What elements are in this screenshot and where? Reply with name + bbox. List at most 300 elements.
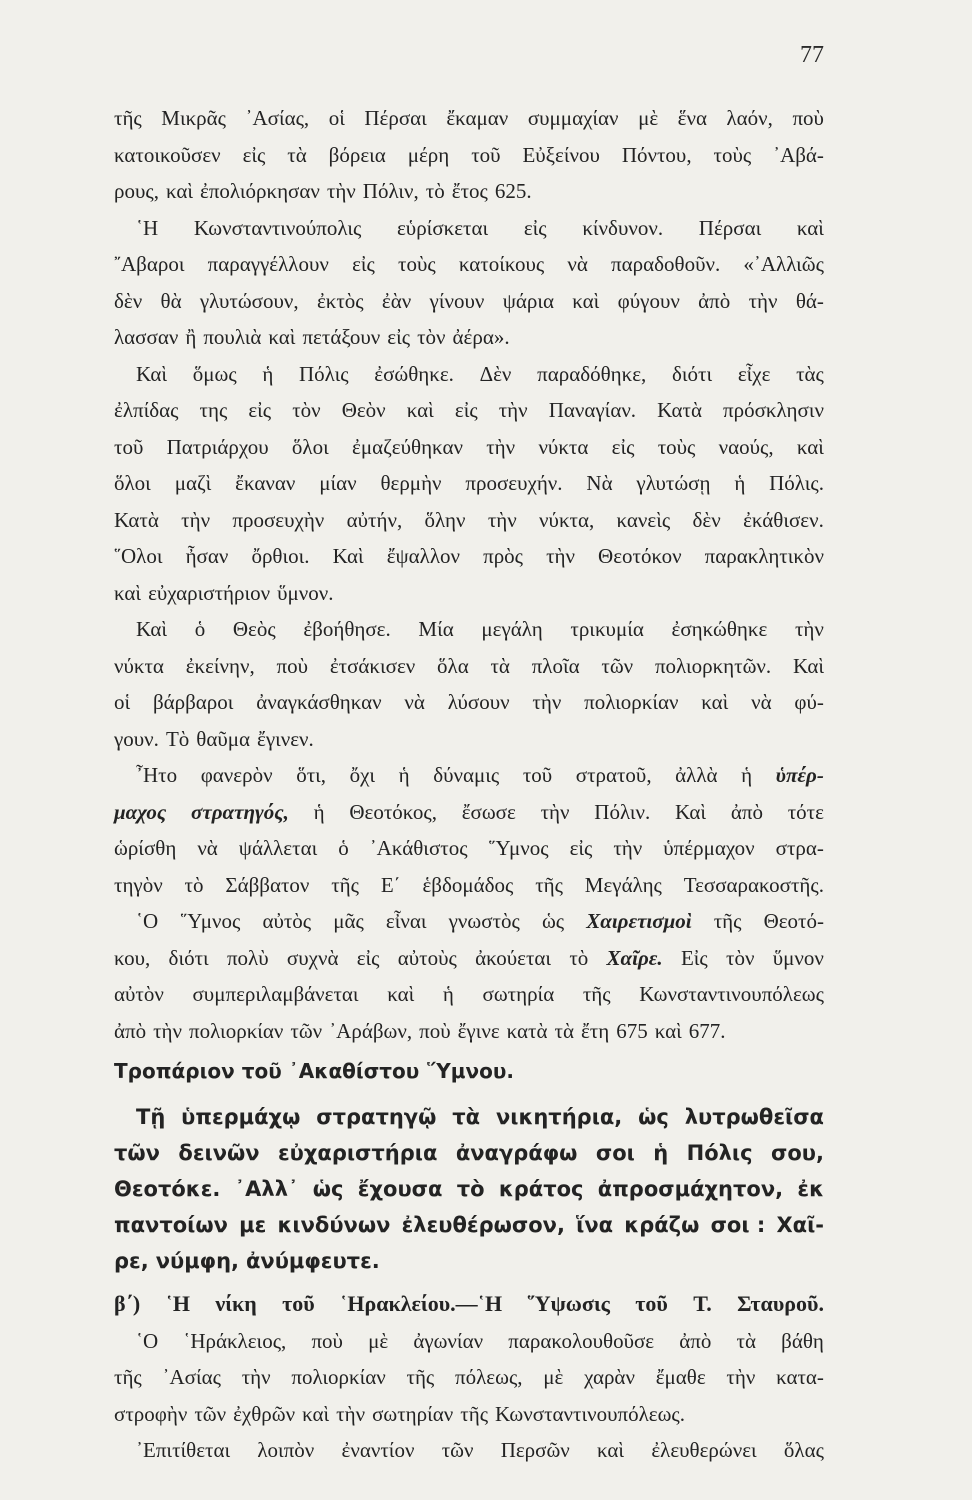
word: ψάλλεται (238, 836, 318, 860)
word: Κωνσταντινουπόλεως. (495, 1401, 685, 1426)
word: τῶν (601, 653, 634, 678)
word: οἱ (114, 690, 131, 714)
word: δεινῶν (178, 1141, 260, 1165)
word: στρατοῦ, (575, 763, 652, 787)
word: ᾿Αλλ᾿ (234, 1177, 299, 1201)
word: τῆς (713, 909, 742, 933)
word: ῾Ηράκλειος, (183, 1328, 287, 1353)
word: ὑπέρ- (775, 763, 824, 787)
word: ποὺ (276, 653, 309, 678)
word: καὶ (701, 690, 729, 714)
word: Θεοτόκον (598, 544, 682, 568)
text-line (114, 173, 824, 210)
word: στρατηγός, (191, 799, 289, 824)
word: Σταυροῦ. (737, 1291, 824, 1316)
word: τὸ (425, 179, 445, 203)
word: εἰς (248, 398, 272, 422)
word: τὸν (292, 398, 321, 422)
word: φύ- (794, 690, 824, 714)
word: τὰς (796, 361, 824, 386)
word: καὶ (302, 1401, 330, 1426)
word: χαρὰν (584, 1365, 635, 1389)
word: Καὶ (332, 544, 364, 568)
word: ἡ (653, 1141, 669, 1165)
word: τὴν (181, 507, 211, 532)
word: τὴν (153, 1018, 183, 1043)
word: ῾Ο (136, 1328, 159, 1353)
word: πολὺ (226, 945, 269, 970)
word: τοῦ (241, 1059, 282, 1083)
word: βάθη (781, 1328, 824, 1353)
word: αὐτοὺς (397, 945, 457, 970)
hymn-line (114, 1099, 824, 1135)
word: ἐχθρῶν (233, 1401, 296, 1426)
word: τῆς (582, 982, 611, 1006)
word: φύγουν (617, 288, 680, 313)
word: ὄχι (349, 763, 376, 787)
word: τῆς (460, 1401, 489, 1426)
word: κατὰ (506, 1018, 548, 1043)
word: μὲ (368, 1328, 389, 1353)
word: Καὶ (136, 617, 168, 641)
word: εἰς (454, 398, 478, 422)
word: ῞Ολοι (114, 544, 163, 568)
word: τὴν (487, 507, 517, 532)
word: Παναγίαν. (548, 398, 637, 422)
text-line (114, 246, 824, 283)
word: τοὺς (713, 142, 752, 167)
word: ἀγωνίαν (413, 1328, 484, 1353)
word: μὲ (638, 106, 659, 130)
word: ἢ (185, 325, 197, 349)
word: Χαῖ- (776, 1213, 824, 1237)
word: κινδύνων (277, 1213, 391, 1237)
word: νικητήρια, (495, 1105, 623, 1129)
word: ἐὰν (381, 288, 412, 313)
word: ἔχουσα (357, 1177, 443, 1201)
word: ρε, (114, 1249, 149, 1273)
word: μὲ (543, 1365, 564, 1389)
word: ἐναντίον (341, 1438, 415, 1462)
word: στροφὴν (114, 1401, 188, 1426)
word: Νὰ (586, 471, 613, 495)
word: νύκτα (114, 653, 164, 678)
word: τότε (787, 799, 824, 824)
word: προσευχὴν (232, 507, 325, 532)
word: Σάββατον (225, 872, 310, 897)
word: παρακλητικὸν (704, 544, 824, 568)
word: οἱ (328, 106, 345, 130)
word: Θεὸς (232, 617, 276, 641)
word: ῾Η (165, 1291, 191, 1316)
word: τοῦ (522, 763, 553, 787)
text-line (114, 940, 824, 977)
word: πουλιὰ (203, 325, 262, 349)
word: νύκτα (538, 434, 589, 459)
word: κράτος (498, 1177, 584, 1201)
word: ᾿Αβά- (773, 142, 824, 167)
word: ἔσωσε (461, 799, 516, 824)
word: λυτρωθεῖσα (684, 1105, 824, 1129)
word: τὰ (554, 1018, 574, 1043)
word: καὶ (387, 982, 415, 1006)
word: πολιορκίαν (291, 1365, 386, 1389)
word: ἐλευθερώνει (651, 1438, 757, 1462)
word: τοῦ (282, 1291, 315, 1316)
section-subheading (114, 1286, 824, 1323)
word: ἐσηκώθηκε (671, 617, 768, 641)
text-line (114, 1432, 824, 1469)
word: παραγγέλλουν (207, 252, 329, 276)
word: νὰ (404, 690, 425, 714)
word: Κατὰ (657, 398, 702, 422)
word: ᾿Ασίας, (245, 106, 310, 130)
word: Θεοτό- (763, 909, 824, 933)
word: ἔκαναν (235, 471, 296, 495)
word: γλυτώσουν, (199, 288, 299, 313)
word: ψάρια (502, 288, 554, 313)
word: Δὲν (479, 361, 512, 386)
word: πρόσκλησιν (723, 398, 824, 422)
word: θερμὴν (380, 471, 442, 495)
word: τὴν (532, 690, 562, 714)
text-line (114, 319, 824, 356)
word: καὶ (268, 325, 296, 349)
word: γλυτώσῃ (636, 471, 711, 495)
word: ὅλοι (114, 471, 151, 495)
word: Τ. (693, 1291, 712, 1316)
word: νίκη (215, 1291, 257, 1316)
text-line (114, 976, 824, 1013)
word: γουν. (114, 726, 159, 751)
word: ὅτι, (296, 763, 327, 787)
word: ἔτη (580, 1018, 610, 1043)
word: συμπεριλαμβάνεται (192, 982, 359, 1006)
word: τὴν (336, 1401, 366, 1426)
word: εἰς (356, 945, 380, 970)
word: ἵνα (576, 1213, 614, 1237)
word: σωτηρία (482, 982, 555, 1006)
word: ἡ (741, 763, 753, 787)
text-line (114, 1359, 824, 1396)
word: στρα- (775, 836, 824, 860)
final-paragraph (114, 1323, 824, 1469)
word: ἐμαζεύθηκαν (352, 434, 463, 459)
word: λύσουν (447, 690, 510, 714)
word: τὰ (287, 142, 307, 167)
word: ἕνα (677, 106, 707, 130)
word: Θεοτόκε. (114, 1177, 221, 1201)
word: καὶ (572, 288, 600, 313)
word: ἐκτὸς (316, 288, 364, 313)
word: τὰ (736, 1328, 756, 1353)
word: ῾Ηρακλείου.—῾Η (340, 1291, 503, 1316)
word: ἐπολιόρκησαν (200, 179, 320, 203)
word: ἐβοήθησε. (303, 617, 391, 641)
text-line (114, 137, 824, 174)
word: ἀναγράφω (455, 1141, 578, 1165)
word: φανερὸν (200, 763, 273, 787)
hymn-line (114, 1171, 824, 1207)
text-line (114, 757, 824, 794)
word: Τὸ (165, 726, 190, 751)
word: Θεὸν (341, 398, 386, 422)
word: αὐτὸν (114, 982, 164, 1006)
word: ἀνύμφευτε. (246, 1249, 380, 1273)
word: ᾿Αράβων, (329, 1018, 413, 1043)
word: ὅλας (783, 1438, 824, 1462)
word: τῆς (331, 872, 359, 897)
text-line (114, 830, 824, 867)
word: εὑρίσκεται (396, 215, 489, 240)
word: Καὶ (675, 799, 707, 824)
word: ποὺ (311, 1328, 343, 1353)
text-line (114, 392, 824, 429)
word: Μεγάλης (584, 872, 662, 897)
word: Θεοτόκος, (349, 799, 437, 824)
text-line (114, 429, 824, 466)
word: παντοίων (114, 1213, 228, 1237)
word: Πόλις (686, 1141, 753, 1165)
text-line (114, 1396, 824, 1433)
word: λοιπὸν (257, 1438, 315, 1462)
word: τῶν (290, 1018, 323, 1043)
word: ῞Υμνος (180, 909, 241, 933)
word: ἐλπίδας (114, 398, 179, 422)
text-line (114, 210, 824, 247)
word: με (239, 1213, 267, 1237)
word: εὐχαριστήριον (148, 580, 271, 605)
word: Πατριάρχου (166, 434, 269, 459)
word: ᾿Επιτίθεται (136, 1438, 231, 1462)
word: μαζὶ (174, 471, 212, 495)
word: θαῦμα (196, 726, 250, 751)
word: μέρη (407, 142, 450, 167)
word: νύμφη, (155, 1249, 239, 1273)
word: παραδόθηκε, (537, 361, 647, 386)
word: τὴν (748, 288, 778, 313)
text-line (114, 648, 824, 685)
word: τὰ (452, 1105, 481, 1129)
word: γίνουν (429, 288, 485, 313)
word: μίαν (319, 471, 357, 495)
word: τοὺς (657, 434, 696, 459)
text-line (114, 1323, 824, 1360)
word: λασσαν (114, 325, 179, 349)
word: τὴν (498, 398, 528, 422)
text-line (114, 538, 824, 575)
word: εἶχε (737, 361, 771, 386)
word: εἰς (569, 836, 593, 860)
word: τῶν (194, 1401, 227, 1426)
word: ἀλλὰ (675, 763, 718, 787)
word: βάρβαροι (152, 690, 234, 714)
word: ῞Υψωσις (527, 1291, 610, 1316)
word: τὰ (490, 653, 510, 678)
text-line (114, 721, 824, 758)
word: ἀναγκάσθηκαν (256, 690, 382, 714)
word: ὡς (541, 909, 565, 933)
text-line (114, 1013, 824, 1050)
word: Κωνσταντινούπολις (193, 215, 362, 240)
word: τοῦ (114, 434, 144, 459)
word: καὶ (406, 398, 434, 422)
word: τῆς (406, 1365, 435, 1389)
body-text (114, 100, 824, 1469)
word: ῎Αβαροι (114, 252, 185, 276)
word: ἔγινεν. (257, 726, 314, 751)
word: τὴν (546, 544, 575, 568)
word: μεγάλη (481, 617, 543, 641)
word: ὕμνον (772, 945, 824, 970)
word: ὅλην (424, 507, 466, 532)
word: ἐκείνην, (185, 653, 255, 678)
word: ἡ (442, 982, 454, 1006)
word: ἀπὸ (679, 1328, 712, 1353)
word: πόλεως, (455, 1365, 523, 1389)
word: Χαιρετισμοὶ (586, 909, 692, 933)
word: Εἰς (680, 945, 708, 970)
word: τὸ (184, 872, 204, 897)
word: εἶναι (385, 909, 427, 933)
word: βόρεια (328, 142, 386, 167)
word: νὰ (567, 252, 588, 276)
word: εὐχαριστήρια (277, 1141, 438, 1165)
word: τηγὸν (114, 872, 163, 897)
word: ὑπερμάχῳ (181, 1105, 301, 1129)
word: τοὺς (398, 252, 436, 276)
word: τὴν (540, 799, 570, 824)
word: Πόντου, (621, 142, 692, 167)
word: νὰ (197, 836, 218, 860)
word: ἔγινε (457, 1018, 500, 1043)
word: συμμαχίαν (527, 106, 619, 130)
text-line (114, 465, 824, 502)
word: ᾿Ακαθίστου (288, 1059, 420, 1083)
word: Πόλις. (769, 471, 824, 495)
word: ποὺ (419, 1018, 451, 1043)
word: δὲν (114, 288, 143, 313)
word: ἔκαμαν (446, 106, 509, 130)
word: ἡ (734, 471, 746, 495)
word: διότι (671, 361, 713, 386)
word: ἀέρα». (452, 325, 510, 349)
word: ποὺ (792, 106, 824, 130)
word: Εὐξείνου (522, 142, 600, 167)
main-paragraphs (114, 100, 824, 1049)
word: ἐσώθηκε. (374, 361, 454, 386)
word: καὶ (165, 179, 194, 203)
word: πλοῖα (531, 653, 580, 678)
word: ἡ (398, 763, 410, 787)
word: κατα- (776, 1365, 824, 1389)
word: β΄) (114, 1291, 141, 1316)
word: εἰς (523, 215, 547, 240)
word: ᾿Ασίας (162, 1365, 221, 1389)
word: διότι (168, 945, 209, 970)
word: ἐτσάκισεν (329, 653, 416, 678)
word: Καὶ (136, 361, 168, 386)
hymn-line (114, 1207, 824, 1243)
word: ὡς (638, 1105, 669, 1129)
word: ἦσαν (185, 544, 229, 568)
word: Κατὰ (114, 507, 159, 532)
word: ἔψαλλον (386, 544, 461, 568)
word: μᾶς (333, 909, 364, 933)
word: ὑπέρμαχον (663, 836, 755, 860)
word: ἡ (262, 361, 274, 386)
text-line (114, 611, 824, 648)
word: εἰς (387, 325, 411, 349)
word: κου, (114, 945, 151, 970)
word: ὕμνον. (277, 580, 334, 605)
word: Πέρσαι (698, 215, 762, 240)
word: Μικρᾶς (161, 106, 226, 130)
word: Πόλιν. (594, 799, 651, 824)
word: νὰ (751, 690, 772, 714)
word: κατοίκους (458, 252, 545, 276)
word: θά- (795, 288, 824, 313)
text-line (114, 283, 824, 320)
word: Κωνσταντινουπόλεως (639, 982, 824, 1006)
word: σοι : (710, 1213, 766, 1237)
word: πολιορκίαν (189, 1018, 284, 1043)
word: τὴν (326, 179, 356, 203)
word: ὁ (338, 836, 349, 860)
word: Μία (418, 617, 454, 641)
word: ὁ (194, 617, 206, 641)
word: ὅλοι (291, 434, 329, 459)
word: εἰς (611, 434, 635, 459)
text-line (114, 684, 824, 721)
hymn-heading (114, 1053, 824, 1090)
word: σου, (770, 1141, 824, 1165)
word: τρικυμία (570, 617, 644, 641)
word: πετάξουν (302, 325, 381, 349)
word: εἰς (352, 252, 375, 276)
word: αὐτήν, (346, 507, 403, 532)
word: ῾Η (136, 215, 159, 240)
word: αὐτὸς (262, 909, 312, 933)
text-line (114, 502, 824, 539)
word: Τροπάριον (114, 1059, 235, 1083)
word: 675 (616, 1018, 648, 1043)
word: παρακολουθοῦσε (508, 1328, 655, 1353)
word: ὅλα (437, 653, 469, 678)
word: Πέρσαι (364, 106, 427, 130)
word: «᾿Αλλιῶς (743, 252, 824, 276)
word: εἰς (242, 142, 266, 167)
word: τὴν (726, 1365, 756, 1389)
word: στρατηγῷ (316, 1105, 437, 1129)
word: γνωστὸς (448, 909, 520, 933)
word: ἑβδομάδος (422, 872, 514, 897)
text-line (114, 100, 824, 137)
word: καὶ (796, 215, 824, 240)
word: 625. (494, 179, 532, 203)
page-number: 77 (800, 42, 824, 68)
text-line (114, 794, 824, 831)
word: ἀπὸ (698, 288, 731, 313)
word: πρὸς (483, 544, 523, 568)
word: ἐκάθισεν. (743, 507, 824, 532)
word: ἔμαθε (655, 1365, 706, 1389)
word: τῶν (114, 1141, 160, 1165)
word: Πόλιν, (362, 179, 419, 203)
word: 677. (688, 1018, 726, 1043)
word: ῏Ητο (136, 763, 178, 787)
word: τὸν (417, 325, 446, 349)
